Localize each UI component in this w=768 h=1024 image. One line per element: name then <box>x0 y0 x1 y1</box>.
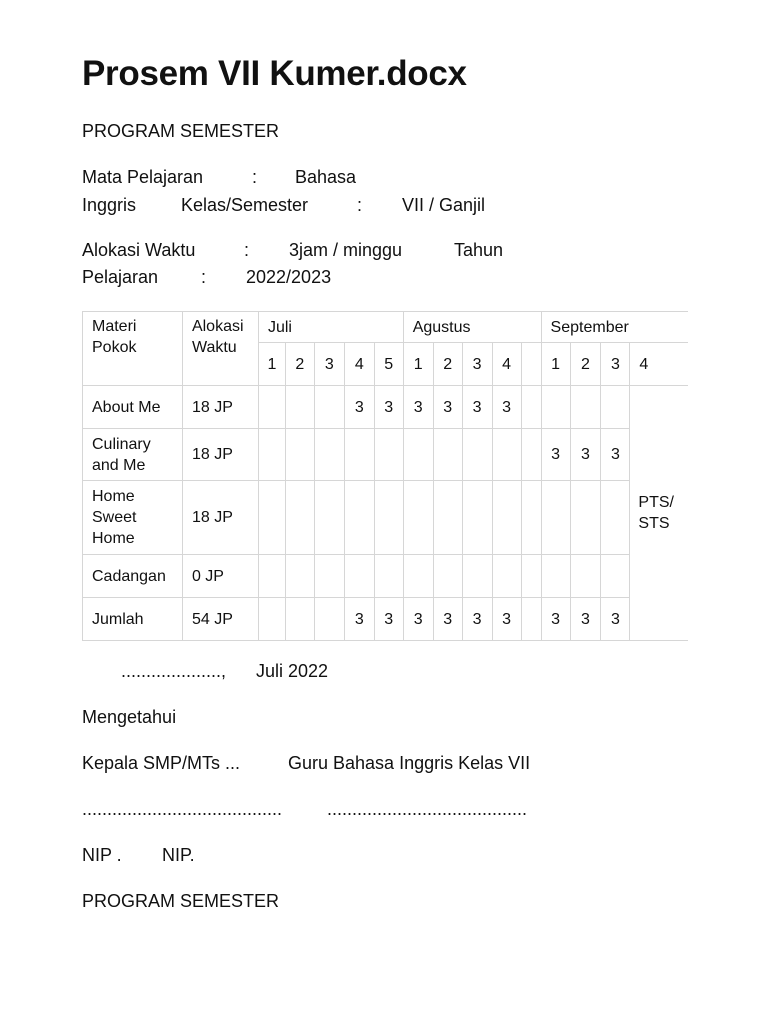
alokasi-label: Alokasi Waktu <box>82 240 196 260</box>
materi-cell: Culinary and Me <box>83 429 183 481</box>
prosem-table <box>82 311 688 641</box>
program-semester-heading-repeat: PROGRAM SEMESTER <box>82 891 280 911</box>
week-cell: 5 <box>374 343 403 386</box>
table-row <box>83 555 689 598</box>
value-cell <box>314 386 344 429</box>
value-cell: 3 <box>374 598 403 641</box>
value-cell: 3 <box>344 386 374 429</box>
value-cell <box>258 429 285 481</box>
place-date-line <box>82 661 328 682</box>
value-cell <box>521 386 541 429</box>
value-cell <box>521 598 541 641</box>
week-cell: 3 <box>462 343 492 386</box>
week-cell: 1 <box>258 343 285 386</box>
tahun-value: 2022/2023 <box>246 267 332 287</box>
tahun-label: Tahun <box>454 240 504 260</box>
mapel-line-1 <box>82 167 356 188</box>
month-agustus: Agustus <box>403 312 541 343</box>
value-cell <box>258 555 285 598</box>
value-cell <box>374 555 403 598</box>
month-september: September <box>541 312 688 343</box>
signature-dots-left: ........................................ <box>82 799 283 819</box>
table-row <box>83 386 689 429</box>
table-row <box>83 429 689 481</box>
week-cell: 3 <box>601 343 630 386</box>
value-cell <box>403 429 433 481</box>
value-cell <box>314 555 344 598</box>
kelas-label: Kelas/Semester <box>181 195 309 215</box>
alokasi-value: 3jam / minggu <box>289 240 403 260</box>
week-cell: 1 <box>541 343 570 386</box>
document-title: Prosem VII Kumer.docx <box>82 54 467 93</box>
alokasi-cell: 54 JP <box>182 598 258 641</box>
signature-dots-line <box>82 799 527 820</box>
week-cell: 4 <box>492 343 521 386</box>
value-cell: 3 <box>433 598 462 641</box>
materi-cell: Cadangan <box>83 555 183 598</box>
value-cell: 3 <box>492 598 521 641</box>
value-cell <box>344 481 374 555</box>
week-cell: 4 <box>630 343 688 386</box>
materi-cell: Jumlah <box>83 598 183 641</box>
value-cell: 3 <box>433 386 462 429</box>
value-cell <box>541 481 570 555</box>
alokasi-cell: 0 JP <box>182 555 258 598</box>
alokasi-cell: 18 JP <box>182 429 258 481</box>
week-cell: 4 <box>344 343 374 386</box>
value-cell <box>285 481 314 555</box>
materi-header: Materi Pokok <box>83 312 183 386</box>
place-dots: ...................., <box>121 661 227 681</box>
value-cell: 3 <box>601 598 630 641</box>
alokasi-cell: 18 JP <box>182 386 258 429</box>
value-cell <box>541 386 570 429</box>
value-cell <box>314 481 344 555</box>
value-cell <box>403 555 433 598</box>
mapel-value: Bahasa <box>295 167 357 187</box>
value-cell <box>433 555 462 598</box>
value-cell <box>521 555 541 598</box>
value-cell <box>601 481 630 555</box>
value-cell <box>521 481 541 555</box>
value-cell <box>433 429 462 481</box>
value-cell <box>492 429 521 481</box>
value-cell: 3 <box>541 429 570 481</box>
week-cell <box>521 343 541 386</box>
tahun-colon: : <box>201 267 207 287</box>
week-cell: 2 <box>433 343 462 386</box>
alokasi-line-1 <box>82 240 503 261</box>
value-cell: 3 <box>403 386 433 429</box>
week-cell: 3 <box>314 343 344 386</box>
program-semester-heading: PROGRAM SEMESTER <box>82 121 280 141</box>
value-cell: 3 <box>462 386 492 429</box>
value-cell <box>258 386 285 429</box>
nip-right: NIP. <box>162 845 195 865</box>
alokasi-colon: : <box>244 240 250 260</box>
value-cell <box>374 429 403 481</box>
mapel-value-cont: Inggris <box>82 195 137 215</box>
value-cell: 3 <box>374 386 403 429</box>
value-cell <box>314 598 344 641</box>
value-cell: 3 <box>570 429 601 481</box>
value-cell <box>601 386 630 429</box>
value-cell: 3 <box>601 429 630 481</box>
value-cell: 3 <box>492 386 521 429</box>
value-cell <box>462 481 492 555</box>
mapel-colon: : <box>252 167 258 187</box>
value-cell <box>570 386 601 429</box>
value-cell <box>285 386 314 429</box>
signature-roles-line <box>82 753 530 774</box>
tahun-label-cont: Pelajaran <box>82 267 159 287</box>
value-cell <box>492 555 521 598</box>
value-cell <box>521 429 541 481</box>
guru-label: Guru Bahasa Inggris Kelas VII <box>288 753 531 773</box>
kelas-value: VII / Ganjil <box>402 195 486 215</box>
week-cell: 2 <box>570 343 601 386</box>
mapel-line-2 <box>82 195 485 216</box>
value-cell <box>285 429 314 481</box>
materi-cell: About Me <box>83 386 183 429</box>
alokasi-line-2 <box>82 267 331 288</box>
value-cell <box>541 555 570 598</box>
value-cell <box>492 481 521 555</box>
value-cell <box>314 429 344 481</box>
mengetahui-text: Mengetahui <box>82 707 177 727</box>
value-cell: 3 <box>570 598 601 641</box>
value-cell <box>258 481 285 555</box>
value-cell <box>433 481 462 555</box>
value-cell <box>285 555 314 598</box>
value-cell: 3 <box>541 598 570 641</box>
table-row <box>83 481 689 555</box>
value-cell <box>462 429 492 481</box>
month-juli: Juli <box>258 312 403 343</box>
nip-left: NIP . <box>82 845 122 865</box>
value-cell <box>344 555 374 598</box>
kepala-label: Kepala SMP/MTs ... <box>82 753 241 773</box>
table-month-row <box>83 312 689 343</box>
alokasi-header: Alokasi Waktu <box>182 312 258 386</box>
kelas-colon: : <box>357 195 363 215</box>
week-cell: 1 <box>403 343 433 386</box>
value-cell <box>403 481 433 555</box>
alokasi-cell: 18 JP <box>182 481 258 555</box>
value-cell <box>570 481 601 555</box>
value-cell <box>462 555 492 598</box>
nip-line <box>82 845 195 866</box>
value-cell <box>374 481 403 555</box>
value-cell: 3 <box>462 598 492 641</box>
week-cell: 2 <box>285 343 314 386</box>
value-cell <box>344 429 374 481</box>
materi-cell: Home Sweet Home <box>83 481 183 555</box>
mapel-label: Mata Pelajaran <box>82 167 204 187</box>
value-cell <box>285 598 314 641</box>
table-row <box>83 598 689 641</box>
date-text: Juli 2022 <box>256 661 329 681</box>
value-cell <box>601 555 630 598</box>
value-cell <box>570 555 601 598</box>
pts-sts-cell: PTS/ STS <box>630 386 688 641</box>
value-cell: 3 <box>344 598 374 641</box>
value-cell <box>258 598 285 641</box>
signature-dots-right: ........................................ <box>327 799 528 819</box>
value-cell: 3 <box>403 598 433 641</box>
